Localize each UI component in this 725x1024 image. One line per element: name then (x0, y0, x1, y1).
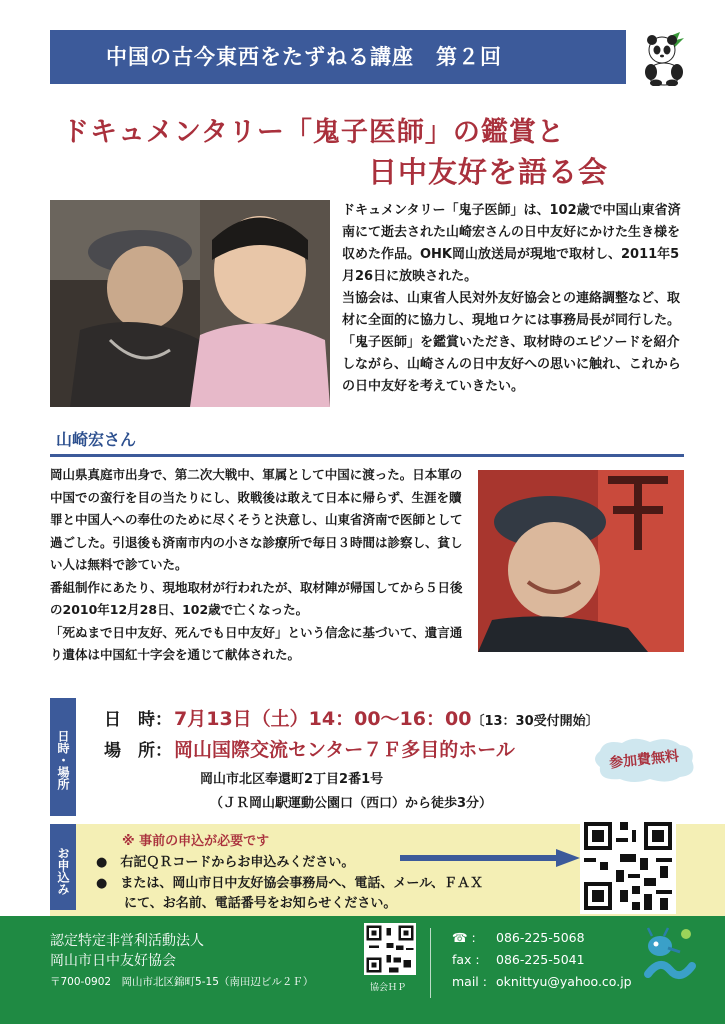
mail-label: mail : (452, 974, 487, 989)
footer-divider (430, 928, 431, 998)
profile-name: 山崎宏さん (56, 430, 137, 449)
application-tag: お申込み (50, 824, 76, 910)
title-line-2: 日中友好を語る会 (368, 155, 609, 189)
dragon-icon (640, 924, 700, 990)
phone-icon: ☎ : (452, 930, 476, 945)
date-note: 〔13：30受付開始〕 (471, 714, 599, 729)
bio-paragraph: 番組制作にあたり、現地取材が行われたが、取材陣が帰国してから５日後の2010年12月28日、102歳で亡くなった。 (50, 579, 463, 617)
contact-fax (452, 952, 585, 967)
intro-paragraph: 「鬼子医師」を鑑賞いただき、取材時のエピソードを紹介しながら、山崎さんの日中友好への思いに触れ、これからの日中友好を考えていきたい。 (342, 335, 681, 394)
intro-text (342, 200, 688, 398)
homepage-qr-code-icon[interactable] (364, 923, 416, 975)
profile-bio (50, 464, 470, 667)
fax-label: fax : (452, 952, 480, 967)
org-name: 岡山市日中友好協会 (50, 953, 176, 969)
section-divider (50, 454, 684, 457)
date-place-tag: 日時・場所 (50, 698, 76, 816)
qr-caption: 協会ＨＰ (370, 983, 407, 993)
application-qr-line: ● 右記ＱＲコードからお申込みください。 (96, 855, 355, 870)
contact-mail (452, 974, 632, 989)
date-value: 7月13日（土）14：00〜16：00 (174, 708, 472, 730)
org-address: 〒700-0902 岡山市北区錦町5-15（南田辺ビル２Ｆ） (50, 976, 314, 988)
portrait-photo (478, 470, 684, 652)
place-value: 岡山国際交流センター７Ｆ多目的ホール (174, 739, 515, 761)
address-line: 岡山市北区奉還町2丁目2番1号 (200, 772, 384, 787)
doctor-with-child-photo (50, 200, 330, 407)
application-contact-line: ● または、岡山市日中友好協会事務局へ、電話、メール、ＦＡＸ (96, 876, 484, 891)
tel-number[interactable]: 086-225-5068 (496, 930, 585, 945)
free-badge-label: 参加費無料 (608, 748, 680, 772)
free-badge (590, 737, 698, 783)
place-label: 場 所： (104, 741, 172, 761)
arrow-right-icon (400, 849, 580, 867)
intro-paragraph: ドキュメンタリー「鬼子医師」は、102歳で中国山東省済南にて逝去された山崎宏さんの日中友好にかけた生き様を収めた作品。OHK岡山放送局が現地で取材し、2011年5月26日に放映された。 (342, 203, 681, 284)
fax-number: 086-225-5041 (496, 952, 585, 967)
series-banner: 中国の古今東西をたずねる講座 第２回 (50, 30, 626, 84)
bio-paragraph: 岡山県真庭市出身で、第二次大戦中、軍属として中国に渡った。日本軍の中国での蛮行を目の当たりにし、敗戦後は敢えて日本に帰らず、生涯を贖罪と中国人への奉仕のために尽くそうと決意し、山東省済南で医師として過ごした。引退後も済南市内の小さな診療所で毎日３時間は診察し、貧しい人は無料で診ていた。 (50, 467, 463, 572)
application-contact-line-2: にて、お名前、電話番号をお知らせください。 (124, 896, 397, 911)
intro-paragraph: 当協会は、山東省人民対外友好協会との連絡調整など、取材に全面的に協力し、現地ロケには事務局長が同行した。 (342, 291, 681, 328)
bio-paragraph: 「死ぬまで日中友好、死んでも日中友好」という信念に基づいて、遺言通り遺体は中国紅十字会を通じて献体された。 (50, 624, 463, 662)
access-line: （ＪＲ岡山駅運動公園口（西口）から徒歩3分） (210, 796, 493, 811)
org-type: 認定特定非営利活動法人 (50, 933, 204, 949)
mail-address[interactable]: oknittyu@yahoo.co.jp (496, 974, 632, 989)
application-note: ※ 事前の申込が必要です (122, 834, 270, 849)
place-row (104, 735, 515, 762)
contact-tel (452, 930, 585, 945)
title-line-1: ドキュメンタリー「鬼子医師」の鑑賞と (62, 117, 565, 148)
date-row (104, 704, 599, 731)
panda-icon (640, 32, 690, 86)
date-label: 日 時： (104, 710, 172, 730)
application-qr-code-icon[interactable] (580, 818, 676, 914)
